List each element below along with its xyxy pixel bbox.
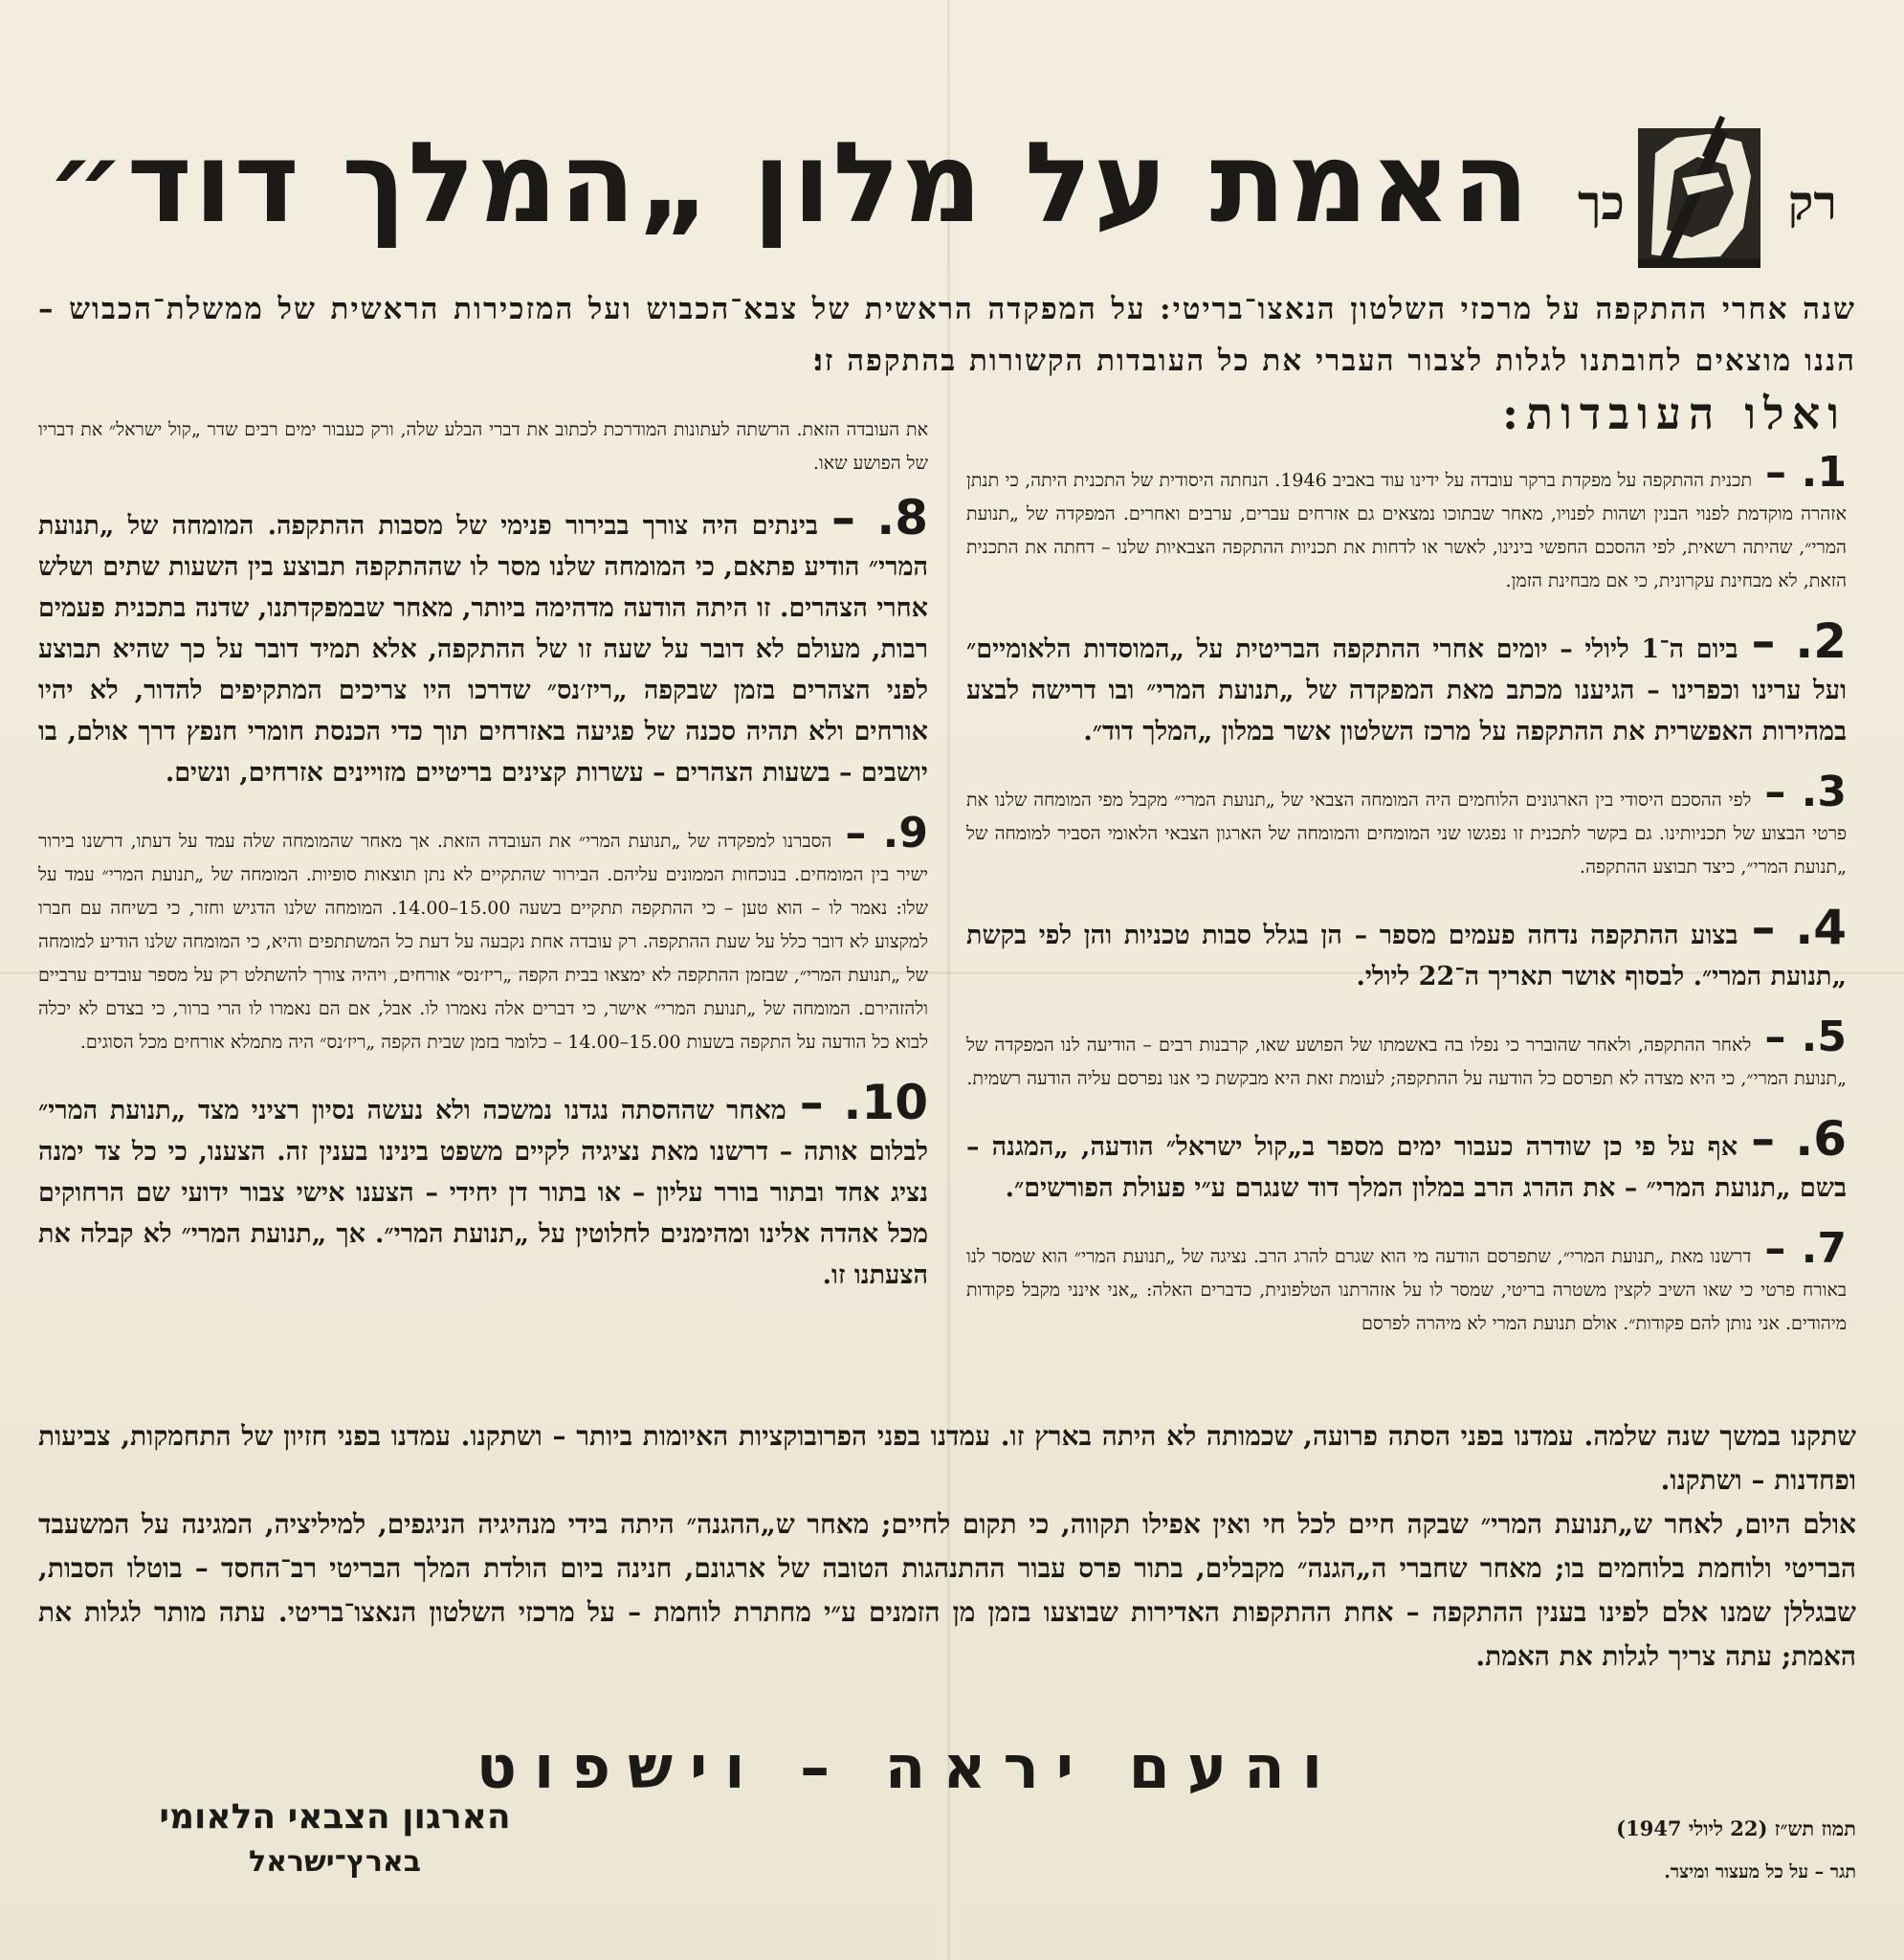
fact-number: 1. – <box>1765 448 1847 497</box>
page-title: האמת על מלון „המלך דוד״ <box>46 119 1531 248</box>
fact-item-2 <box>966 613 1847 752</box>
fact-item-7 <box>966 1224 1847 1341</box>
irgun-emblem-icon <box>1638 115 1762 273</box>
header <box>46 115 1837 278</box>
fact-text: לפי ההסכם היסודי בין הארגונים הלוחמים היה המומחה הצבאי של „תנועת המרי״ מקבל מפי המומחה שלנו את פרטי הבצוע של תכניותינו. גם בקשר לתכנית זו נפגשו שני המומחים והמומחה של הארגון הצבאי הלאומי הסביר למומחה של „תנועת המרי״, כיצד תבוצע ההתקפה. <box>966 790 1847 878</box>
fact-number: 9. – <box>845 809 928 858</box>
closing-paragraph-1: שתקנו במשך שנה שלמה. עמדנו בפני הסתה פרועה, שכמותה לא היתה בארץ זו. עמדנו בפני הפרובוקציות האיומות ביותר – ושתקנו. עמדנו בפני חזיון של התחמקות, צביעות ופחדנות – ושתקנו. <box>38 1420 1856 1496</box>
fact-item-4 <box>966 900 1847 997</box>
fact-text: לאחר ההתקפה, ולאחר שהוברר כי נפלו בה באשמתו של הפושע שאו, קרבנות רבים – הודיעה לנו המפקדה של „תנועת המרי״, כי היא מצדה לא תפרסם כל הודעה על ההתקפה; לעומת זאת היא מבקשת כי אנו נפרסם עליה הודעה רשמית. <box>966 1035 1847 1089</box>
fact-item-6 <box>966 1111 1847 1209</box>
fact-item-8 <box>38 490 928 793</box>
fact-number: 4. – <box>1751 900 1847 955</box>
closing-paragraph-2: אולם היום, לאחר ש„תנועת המרי״ שבקה חיים לכל חי ואין אפילו תקווה, כי תקום לחיים; מאחר ש„ההגנה״ היתה בידי מנהיגיה הניגפים, למיליציה, המגינה על המשעבד הבריטי ולוחמת בלוחמים בו; מאחר שחברי ה„הגנה״ מקבלים, בתור פרס עבור ההתנהגות הטובה של ארגונם, חנינה ביום הולדת המלך הבריטי רב־החסד – בוטלו הסבות, שבגללן שמנו אלם לפינו בענין ההתקפה – אחת ההתקפות האדירות שבוצעו בזמן מן הזמנים ע״י מחתרת לוחמת – על מרכזי השלטון הנאצו־בריטי. עתה מותר לגלות את האמת; עתה צריך לגלות את האמת. <box>38 1508 1857 1672</box>
fact-number: 2. – <box>1751 613 1847 669</box>
slogan: והעם יראה – וישפוט <box>476 1732 1339 1802</box>
header-kach: כך <box>1578 174 1625 231</box>
fact-number: 6. – <box>1751 1111 1847 1167</box>
fact-item-1 <box>966 448 1847 598</box>
closing-section <box>38 1414 1856 1679</box>
fact-7-continuation: את העובדה הזאת. הרשתה לעתונות המודרכת לכתוב את דברי הבלע שלה, ורק כעבור ימים רבים שדר „קול ישראל״ את דבריו של הפושע שאו. <box>38 419 928 474</box>
header-rak: רק <box>1787 174 1837 231</box>
footer-motto: תגר – על כל מעצור ומיצר. <box>1664 1861 1856 1882</box>
fact-item-3 <box>966 768 1847 884</box>
fact-text: הסברנו למפקדה של „תנועת המרי״ את העובדה הזאת. אך מאחר שהמומחה שלה עמד על דעתו, דרשנו בירור ישיר בין המומחים. בנוכחות הממונים עליהם. הבירור שהתקיים לא נתן תוצאות סופיות. המומחה של „תנועת המרי״ עמד על שלו: נאמר לו – הוא טען – כי ההתקפה תתקיים בשעה 15.00–14.00. המומחה שלנו הדגיש וחזר, כי בשיחה עם חברו למקצוע לא דובר כלל על שעת ההתקפה. רק עובדה אחת נקבעה על דעת כל המשתתפים והיא, כי המומחה שלנו הודיע למומחה של „תנועת המרי״, שבזמן ההתקפה לא ימצאו בבית הקפה „ריז׳נס״ אורחים, ויהיה צורך להשתלט רק על מספר עובדים ערביים ולהזהירם. המומחה של „תנועת המרי״ אישר, כי דברים אלה נאמרו לו. אבל, אם הם נאמרו לו הרי ברור, כי בצדם לא יכלה לבוא כל הודעה על התקפה בשעות 15.00–14.00 – כלומר בזמן שבית הקפה „ריז׳נס״ היה מתמלא אורחים מכל הסוגים. <box>38 831 929 1053</box>
date-line: תמוז תש״ז (22 ליולי 1947) <box>1616 1816 1856 1840</box>
fact-text: בצוע ההתקפה נדחה פעמים מספר – הן בגלל סבות טכניות והן לפי בקשת „תנועת המרי״. לבסוף אושר תאריך ה־22 ליולי. <box>966 921 1847 991</box>
fact-text: מאחר שההסתה נגדנו נמשכה ולא נעשה נסיון רציני מצד „תנועת המרי״ לבלום אותה – דרשנו מאת נציגיה לקיים משפט בינינו בענין זה. הצענו, כי כל צד ימנה נציג אחד ובתור בורר עליון – או בתור דן יחידי – הצענו אישי צבור ידועי שם הרחוקים מכל אהדה אלינו ומהימנים לחלוטין על „תנועת המרי״. אך „תנועת המרי״ לא קבלה את הצעתנו זו. <box>38 1096 928 1290</box>
fact-text: בינתים היה צורך בבירור פנימי של מסבות ההתקפה. המומחה של „תנועת המרי״ הודיע פתאם, כי המומחה שלנו מסר לו שההתקפה תבוצע בין השעות שתים ושלש אחרי הצהרים. זו היתה הודעה מדהימה ביותר, מאחר שבמפקדתנו, שדנה בתכנית פעמים רבות, מעולם לא דובר על שעה זו של ההתקפה, אלא תמיד דובר על כך שהיא תבוצע לפני הצהרים בזמן שבקפה „ריז׳נס״ שדרכו היו צריכים המתקיפים להדור, לא יהיו אורחים ולא תהיה סכנה של פגיעה באזרחים תוך כדי הכנסת חומרי חנפץ דרך אולם, בו יושבים – בשעות הצהרים – עשרות קצינים בריטיים מזויינים אזרחים, ונשים. <box>38 511 928 788</box>
fact-number: 10. – <box>799 1075 929 1130</box>
fact-number: 8. – <box>831 490 928 546</box>
fact-text: אף על פי כן שודרה כעבור ימים מספר ב„קול ישראל״ הודעה, „המגנה – בשם „תנועת המרי״ – את ההרג הרב במלון המלך דוד שנגרם ע״י פעולת הפורשים״. <box>966 1132 1847 1203</box>
intro-paragraph: שנה אחרי ההתקפה על מרכזי השלטון הנאצו־בריטי: על המפקדה הראשית של צבא־הכבוש ועל המזכירות הראשית של ממשלת־הכבוש – הננו מוצאים לחובתנו לגלות לצבור העברי את כל העובדות הקשורות בהתקפה זו׃ <box>38 292 1856 378</box>
fact-text: דרשנו מאת „תנועת המרי״, שתפרסם הודעה מי הוא שגרם להרג הרב. נציגה של „תנועת המרי״ הוא שמסר לנו באורח פרטי כי שאו השיב לקצין משטרה בריטי, שמסר לו על אזהרתנו הטלפונית, כדברים האלה: „אני אינני מקבל פקודות מיהודים. אני נותן להם פקודות״. אולם תנועת המרי לא מיהרה לפרסם <box>966 1246 1847 1334</box>
fact-number: 5. – <box>1764 1013 1847 1061</box>
facts-column-left <box>38 413 928 1311</box>
fact-item-9 <box>38 809 928 1059</box>
fact-number: 7. – <box>1764 1224 1847 1273</box>
signature-org: הארגון הצבאי הלאומי <box>159 1797 511 1837</box>
signature-place: בארץ־ישראל <box>248 1845 422 1879</box>
fact-number: 3. – <box>1764 768 1847 816</box>
fact-item-10 <box>38 1075 928 1296</box>
facts-heading: ואלו העובדות: <box>1502 388 1847 439</box>
fact-item-5 <box>966 1013 1847 1096</box>
facts-column-right <box>966 385 1847 1356</box>
fact-text: תכנית ההתקפה על מפקדת ברקר עובדה על ידינו עוד באביב 1946. הנחתה היסודית של התכנית היתה, כי תנתן אזהרה מוקדמת לפנוי הבנין ושהות לפנויו, מאחר שבתוכו נמצאים גם אזרחים עברים, ערבים ואחרים. המפקדה של „תנועת המרי״, שהיתה רשאית, לפי ההסכם החפשי בינינו, לאשר או לדחות את תכניות ההתקפה הצבאיות שלנו – דחתה את התכנית הזאת, לא מבחינת עקרונית, כי אם מבחינת הזמן. <box>966 470 1847 591</box>
fact-text: ביום ה־1 ליולי – יומים אחרי ההתקפה הבריטית על „המוסדות הלאומיים״ ועל ערינו וכפרינו – הגיענו מכתב מאת המפקדה של „תנועת המרי״ ובו דרישה לבצע במהירות האפשרית את ההתקפה על מרכז השלטון אשר במלון „המלך דוד״. <box>966 635 1847 746</box>
